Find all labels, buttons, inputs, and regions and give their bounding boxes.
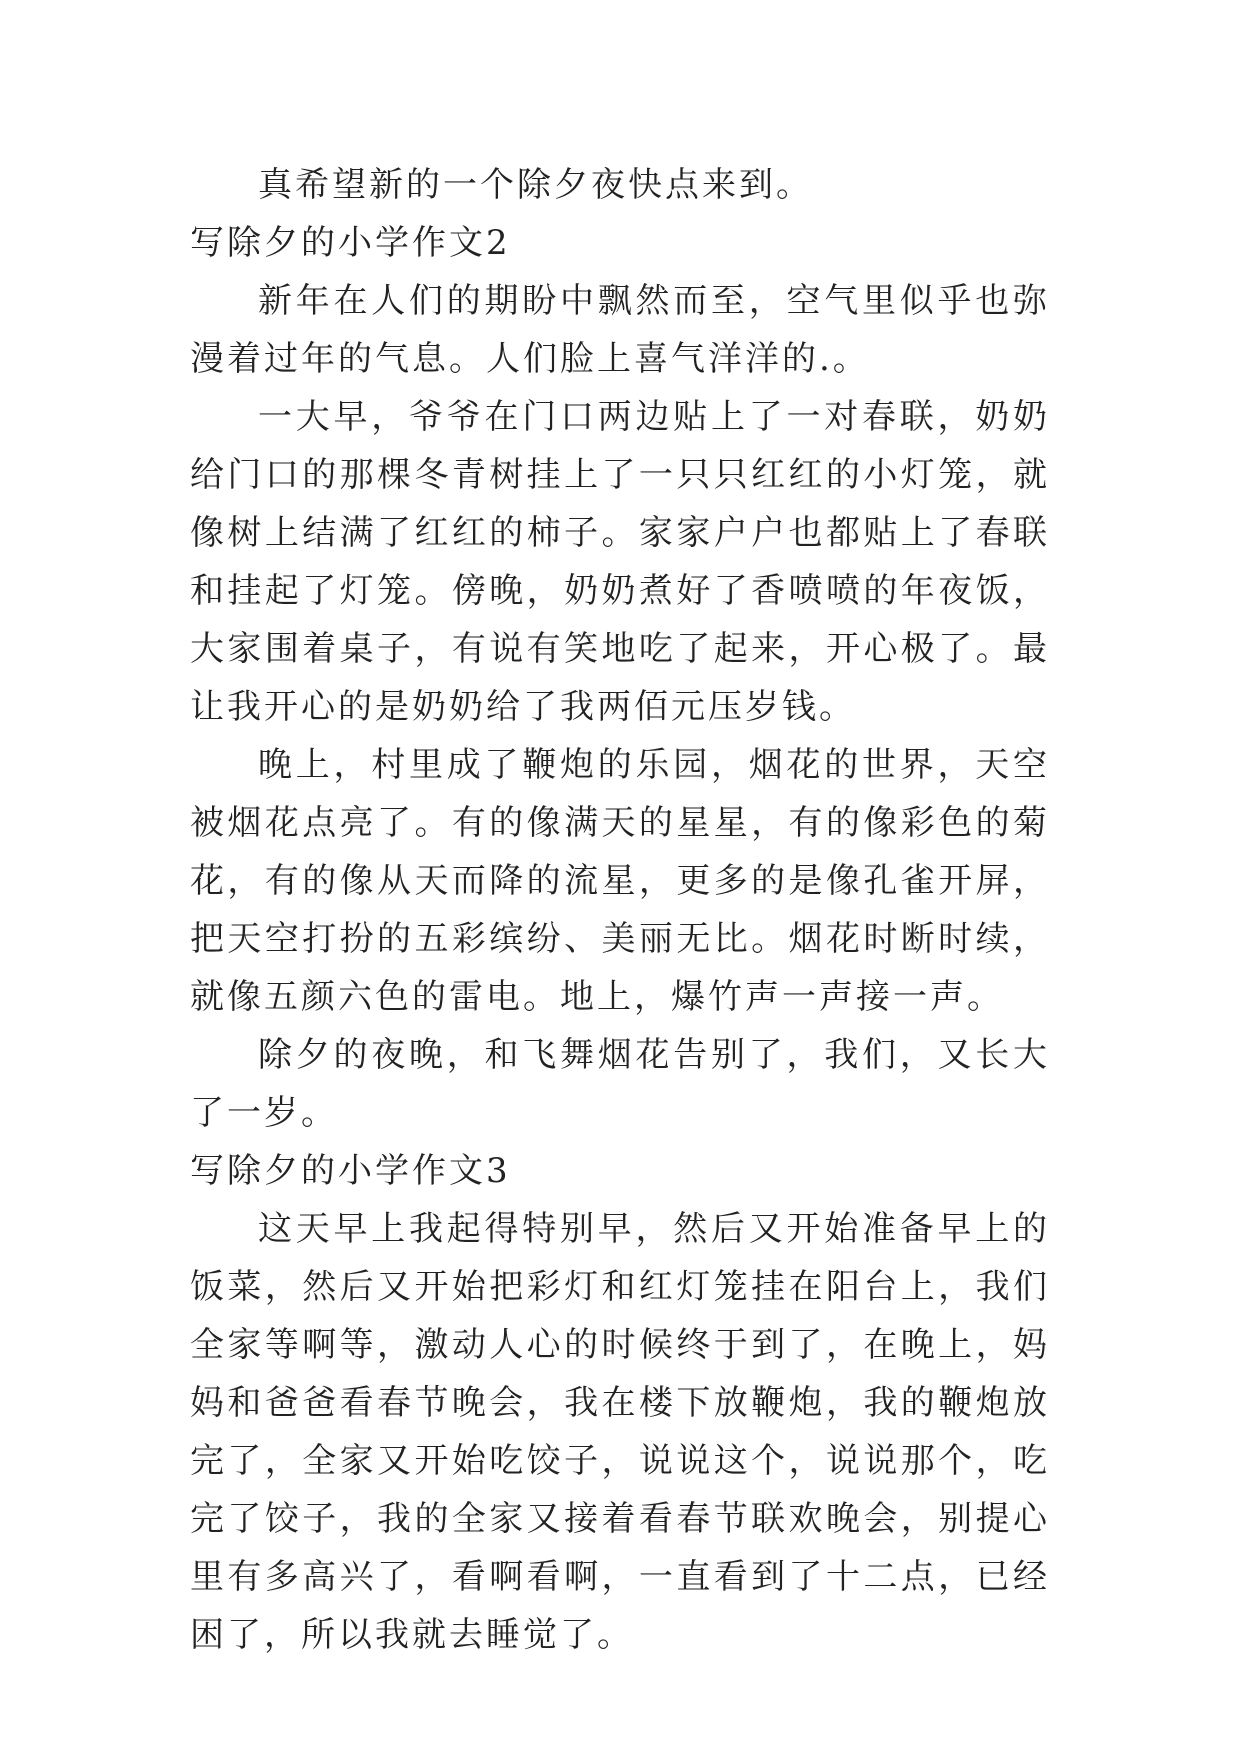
paragraph-festival-day: 这天早上我起得特别早，然后又开始准备早上的饭菜，然后又开始把彩灯和红灯笼挂在阳台上，我们全家等啊等，激动人心的时候终于到了，在晚上，妈妈和爸爸看春节晚会，我在楼下放鞭炮，我的鞭炮放完了，全家又开始吃饺子，说说这个，说说那个，吃完了饺子，我的全家又接着看春节联欢晚会，别提心里有多高兴了，看啊看啊，一直看到了十二点，已经困了，所以我就去睡觉了。 (190, 1209, 1050, 1655)
paragraph-fireworks-night: 晚上，村里成了鞭炮的乐园，烟花的世界，天空被烟花点亮了。有的像满天的星星，有的像彩色的菊花，有的像从天而降的流星，更多的是像孔雀开屏，把天空打扮的五彩缤纷、美丽无比。烟花时断时续，就像五颜六色的雷电。地上，爆竹声一声接一声。 (190, 745, 1050, 1017)
paragraph-morning-preparations: 一大早，爷爷在门口两边贴上了一对春联，奶奶给门口的那棵冬青树挂上了一只只红红的小灯笼，就像树上结满了红红的柿子。家家户户也都贴上了春联和挂起了灯笼。傍晚，奶奶煮好了香喷喷的年夜饭，大家围着桌子，有说有笑地吃了起来，开心极了。最让我开心的是奶奶给了我两佰元压岁钱。 (190, 397, 1050, 727)
section-heading-3: 写除夕的小学作文3 (190, 1151, 511, 1191)
document-body (190, 156, 1050, 1664)
paragraph-closing-wish: 真希望新的一个除夕夜快点来到。 (258, 165, 813, 205)
paragraph-farewell: 除夕的夜晚，和飞舞烟花告别了，我们，又长大了一岁。 (190, 1035, 1050, 1133)
section-heading-2: 写除夕的小学作文2 (190, 223, 511, 263)
paragraph-new-year-atmosphere: 新年在人们的期盼中飘然而至，空气里似乎也弥漫着过年的气息。人们脸上喜气洋洋的.。 (190, 281, 1050, 379)
